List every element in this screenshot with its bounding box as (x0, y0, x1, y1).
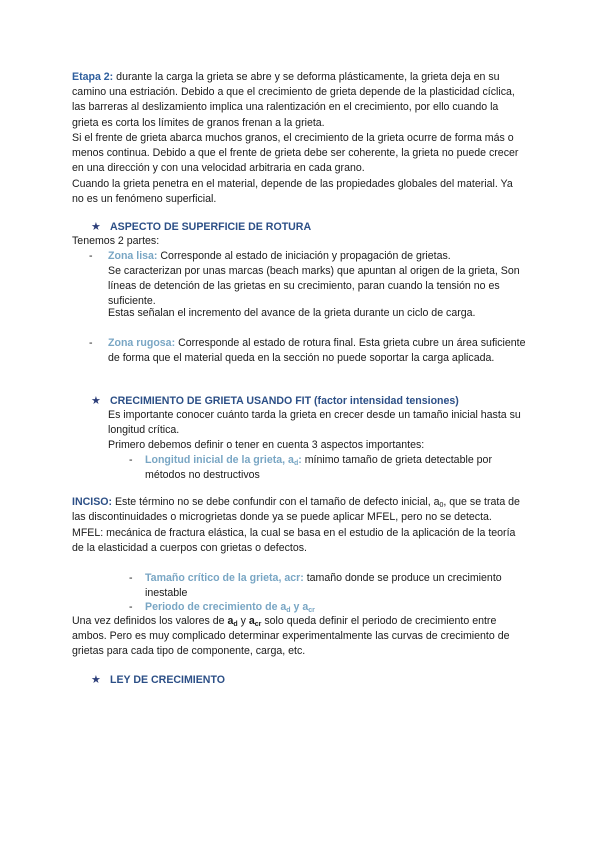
final-ad-sub: d (233, 621, 238, 628)
zona-rugosa-label: Zona rugosa: (108, 337, 176, 349)
periodo-label-b: y a (290, 601, 309, 613)
zona-lisa-text: Corresponde al estado de iniciación y propagación de grietas. (160, 250, 451, 262)
inciso-text-a: Este término no se debe confundir con el tamaño de defecto inicial, a (114, 496, 440, 508)
etapa2-paragraph (72, 70, 527, 131)
periodo-label (145, 601, 315, 613)
etapa2-paragraph-2: Si el frente de grieta abarca muchos granos, el crecimiento de la grieta ocurre de forma más o menos continua. Debido a que el frente de grieta debe ser coherente, la grieta no puede crecer en una dirección y con una velocidad arbitraria en cada grano. (72, 132, 519, 175)
etapa2-text: durante la carga la grieta se abre y se deforma plásticamente, la grieta deja en su camino una estriación. Debido a que el crecimiento de grieta depende de la plasticidad cíclica, las barreras al deslizamiento implica una ralentización en el crecimiento, por ello cuando la grieta es corta los límites de granos frenan a la grieta. (72, 71, 515, 129)
dash-bullet: - (129, 572, 133, 584)
star-bullet-icon: ★ (91, 674, 101, 686)
zona-lisa-label: Zona lisa: (108, 250, 158, 262)
final-text-a: Una vez definidos los valores de (72, 615, 228, 627)
zona-rugosa-item (108, 336, 528, 366)
zona-lisa-more: Se caracterizan por unas marcas (beach marks) que apuntan al origen de la grieta, Son líneas de detención de las grietas en su crecimiento, paran cuando la tensión no es suficiente. (108, 265, 520, 307)
star-bullet-icon: ★ (91, 221, 101, 233)
periodo-item (145, 600, 525, 615)
final-ac-sub: cr (254, 621, 262, 628)
periodo-label-a: Periodo de crecimiento de a (145, 601, 287, 613)
longitud-item (145, 453, 525, 483)
final-ad: a (227, 615, 234, 627)
aspecto-intro: Tenemos 2 partes: (72, 235, 160, 247)
final-text-c: solo queda definir el periodo de crecimiento entre ambos. Pero es muy complicado determinar experimentalmente las curvas de crecimiento de grietas para cada tipo de componente, carga, etc. (72, 615, 510, 658)
tamano-text: tamaño donde se produce un crecimiento inestable (145, 572, 502, 599)
longitud-label: Longitud inicial de la grieta, $a_d$: (145, 454, 302, 467)
etapa2-label: Etapa 2: (72, 71, 114, 83)
mfel-paragraph: MFEL: mecánica de fractura elástica, la cual se basa en el estudio de la aplicación de la teoría de la elasticidad a cuerpos con grietas o defectos. (72, 527, 516, 555)
dash-bullet: - (129, 601, 133, 613)
crecimiento-heading: CRECIMIENTO DE GRIETA USANDO FIT (factor intensidad tensiones) (110, 395, 459, 407)
periodo-sub2: cr (308, 607, 315, 614)
tamano-label: Tamaño crítico de la grieta, acr: (145, 572, 304, 584)
inciso-paragraph (72, 495, 527, 525)
longitud-sub: d (293, 460, 299, 467)
crecimiento-paragraph-2: Primero debemos definir o tener en cuenta 3 aspectos importantes: (108, 439, 425, 451)
tamano-item (145, 571, 525, 601)
periodo-sub1: d (286, 607, 291, 614)
zona-lisa-more-2: Estas señalan el incremento del avance de la grieta durante un ciclo de carga. (108, 307, 476, 319)
final-paragraph (72, 614, 527, 660)
aspecto-heading: ASPECTO DE SUPERFICIE DE ROTURA (110, 221, 312, 233)
longitud-text: mínimo tamaño de grieta detectable por métodos no destructivos (145, 454, 492, 481)
longitud-label-text: Longitud inicial de la grieta, a (145, 454, 294, 466)
inciso-label: INCISO: (72, 496, 113, 508)
zona-lisa-item (108, 249, 528, 264)
inciso-text-b: , que se trata de las discontinuidades o microgrietas donde ya se puede aplicar MFEL, pero no se detecta. (72, 496, 520, 524)
star-bullet-icon: ★ (91, 395, 101, 407)
final-ac: a (248, 615, 255, 627)
dash-bullet: - (89, 250, 93, 262)
dash-bullet: - (129, 454, 133, 466)
dash-bullet: - (89, 337, 93, 349)
final-text-b: y (237, 615, 249, 627)
etapa2-paragraph-3: Cuando la grieta penetra en el material, depende de las propiedades globales del material. Ya no es un fenómeno superficial. (72, 178, 513, 206)
crecimiento-paragraph-1: Es importante conocer cuánto tarda la grieta en crecer desde un tamaño inicial hasta su longitud crítica. (108, 409, 521, 436)
inciso-sub: 0 (439, 502, 444, 509)
zona-rugosa-text: Corresponde al estado de rotura final. Esta grieta cubre un área suficiente de forma que el material queda en la sección no puede soportar la carga aplicada. (108, 337, 526, 364)
ley-heading: LEY DE CRECIMIENTO (110, 674, 225, 686)
